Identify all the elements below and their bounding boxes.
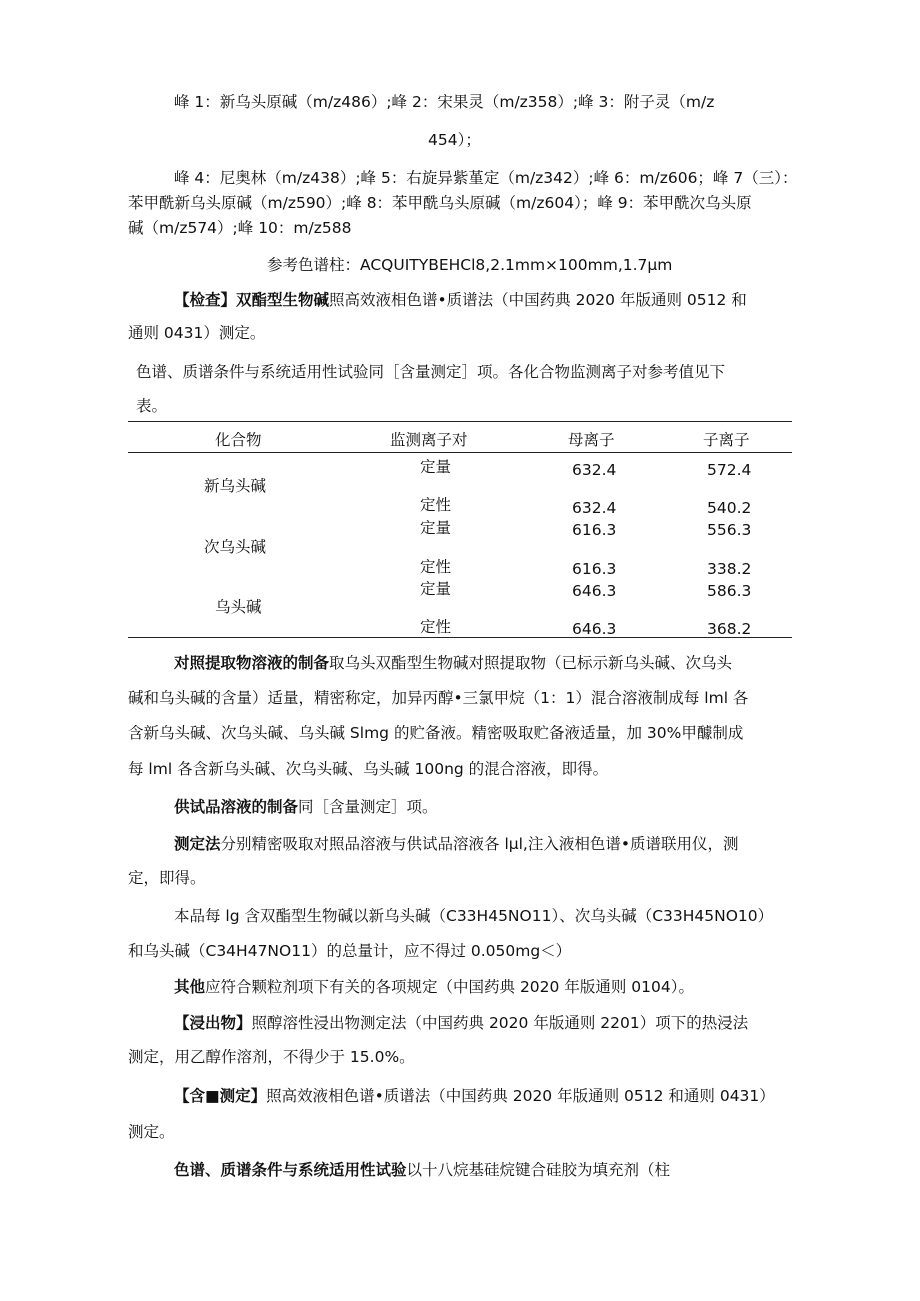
peaks-line-3: 峰 4：尼奥林（m/z438）;峰 5：右旋异紫堇定（m/z342）;峰 6：m/z606；峰 7（三）： [174, 169, 798, 187]
chrom-text: 以十八烷基硅烷键合硅胶为填充剂（柱 [406, 1161, 671, 1179]
table-cell-child: 338.2 [707, 560, 752, 578]
test-solution-line [174, 797, 438, 817]
other-heading: 其他 [174, 978, 206, 996]
table-cell-child: 556.3 [707, 521, 752, 539]
extract-line-1-text: 照醇溶性浸出物测定法（中国药典 2020 年版通则 2201）项下的热浸法 [251, 1014, 749, 1032]
limit-line-2: 和乌头碱（C34H47NO11）的总量计，应不得过 0.050mg＜） [128, 942, 572, 960]
assay-line-2: 测定。 [128, 1123, 175, 1141]
table-header-parent-ion: 母离子 [568, 431, 615, 449]
table-header-rule [128, 452, 792, 453]
other-text: 应符合颗粒剂项下有关的各项规定（中国药典 2020 年版通则 0104）。 [205, 978, 694, 996]
assay-line-1 [174, 1086, 775, 1106]
table-compound: 次乌头碱 [204, 538, 267, 556]
table-bottom-rule [128, 637, 792, 638]
ref-solution-line-2: 碱和乌头碱的含量）适量，精密称定，加异丙醇•三氯甲烷（1：1）混合溶液制成每 lml 各 [128, 689, 749, 707]
extract-line-2: 测定，用乙醇作溶剂，不得少于 15.0%。 [128, 1048, 415, 1066]
peaks-line-5: 碱（m/z574）;峰 10：m/z588 [128, 219, 352, 237]
table-header-ion-pair: 监测离子对 [390, 431, 468, 449]
table-compound: 新乌头碱 [204, 477, 267, 495]
check-line-1-text: 照高效液相色谱•质谱法（中国药典 2020 年版通则 0512 和 [329, 291, 747, 309]
table-cell-parent: 632.4 [572, 461, 617, 479]
table-header-compound: 化合物 [215, 431, 262, 449]
check-line-3: 色谱、质谱条件与系统适用性试验同［含量测定］项。各化合物监测离子对参考值见下 [136, 363, 726, 381]
table-cell-parent: 646.3 [572, 620, 617, 638]
other-line [174, 977, 694, 997]
peaks-line-2: 454）； [428, 131, 481, 149]
table-top-rule [128, 421, 792, 422]
extract-line-1 [174, 1013, 748, 1033]
test-solution-heading: 供试品溶液的制备 [174, 798, 299, 816]
table-cell-child: 540.2 [707, 499, 752, 517]
table-cell-type: 定性 [420, 558, 452, 576]
method-line-2: 定，即得。 [128, 869, 206, 887]
table-header-child-ion: 子离子 [703, 431, 750, 449]
assay-line-1-text: 照高效液相色谱•质谱法（中国药典 2020 年版通则 0512 和通则 0431） [266, 1087, 775, 1105]
table-cell-type: 定性 [420, 496, 452, 514]
table-cell-type: 定量 [420, 519, 452, 537]
ref-solution-line-4: 每 lml 各含新乌头碱、次乌头碱、乌头碱 100ng 的混合溶液，即得。 [128, 760, 609, 778]
table-cell-type: 定量 [420, 458, 452, 476]
assay-heading: 【含■测定】 [174, 1087, 267, 1105]
limit-line-1: 本品每 lg 含双酯型生物碱以新乌头碱（C33H45NO11）、次乌头碱（C33H45NO10） [174, 907, 774, 925]
table-cell-type: 定性 [420, 618, 452, 636]
check-line-2: 通则 0431）测定。 [128, 324, 266, 342]
ref-solution-line-3: 含新乌头碱、次乌头碱、乌头碱 Slmg 的贮备液。精密吸取贮备液适量，加 30%甲醵制成 [128, 724, 744, 742]
test-solution-text: 同［含量测定］项。 [298, 798, 438, 816]
method-heading: 测定法 [174, 835, 221, 853]
extract-heading: 【浸出物】 [174, 1014, 252, 1032]
table-cell-child: 572.4 [707, 461, 752, 479]
ref-solution-line-1 [174, 653, 732, 673]
reference-column: 参考色谱柱：ACQUITYBEHCl8,2.1mm×100mm,1.7μm [267, 256, 673, 274]
table-compound: 乌头碱 [215, 598, 262, 616]
check-line-4: 表。 [136, 397, 168, 415]
table-cell-child: 368.2 [707, 620, 752, 638]
peaks-line-1: 峰 1：新乌头原碱（m/z486）;峰 2：宋果灵（m/z358）;峰 3：附子灵（m/z [174, 93, 715, 111]
check-heading: 【检查】双酯型生物碱 [174, 291, 330, 309]
peaks-line-4: 苯甲酰新乌头原碱（m/z590）;峰 8：苯甲酰乌头原碱（m/z604）；峰 9：苯甲酰次乌头原 [128, 194, 752, 212]
chrom-line [174, 1160, 670, 1180]
ref-solution-heading: 对照提取物溶液的制备 [174, 654, 330, 672]
check-paragraph-line-1 [174, 290, 747, 310]
ref-solution-line-1-text: 取乌头双酯型生物碱对照提取物（已标示新乌头碱、次乌头 [329, 654, 733, 672]
table-cell-parent: 616.3 [572, 521, 617, 539]
table-cell-child: 586.3 [707, 582, 752, 600]
method-line-1-text: 分别精密吸取对照品溶液与供试品溶液各 lμl,注入液相色谱•质谱联用仪，测 [220, 835, 739, 853]
table-cell-parent: 632.4 [572, 499, 617, 517]
table-cell-type: 定量 [420, 580, 452, 598]
table-cell-parent: 616.3 [572, 560, 617, 578]
chrom-heading: 色谱、质谱条件与系统适用性试验 [174, 1161, 407, 1179]
method-line-1 [174, 834, 739, 854]
table-cell-parent: 646.3 [572, 582, 617, 600]
